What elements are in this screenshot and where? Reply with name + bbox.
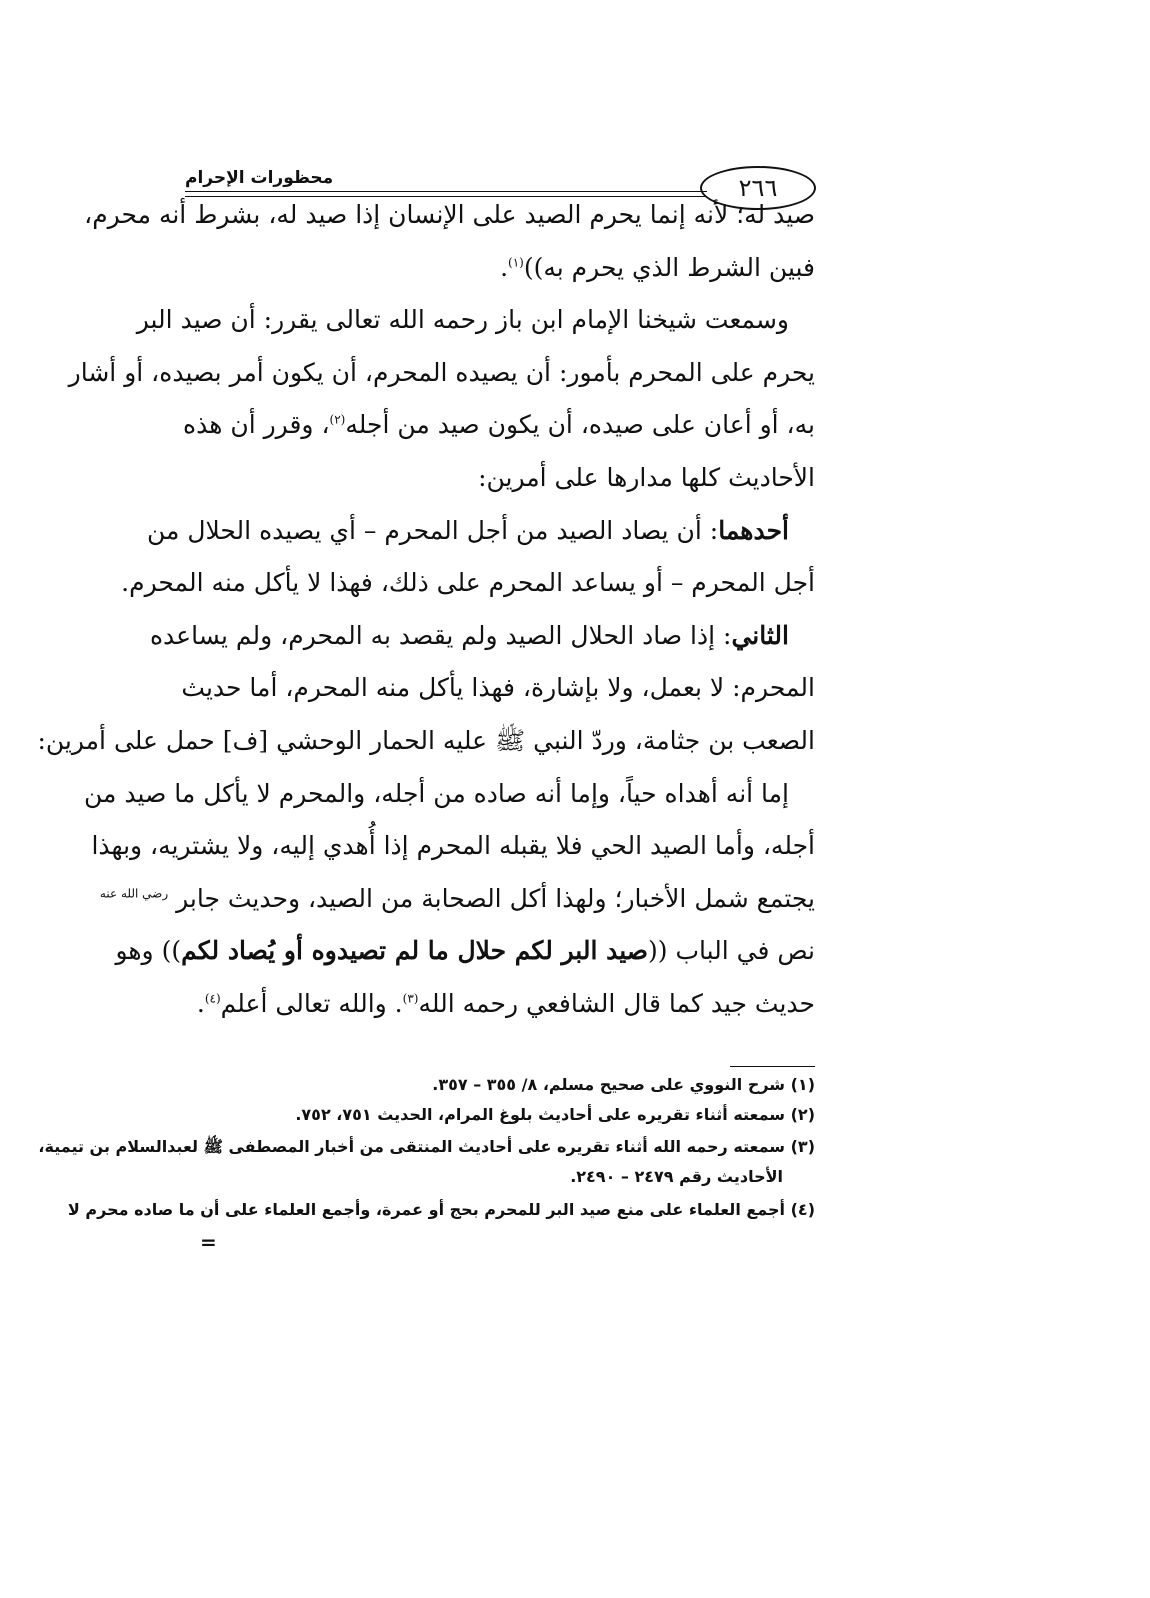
text-line xyxy=(37,721,815,761)
text-line xyxy=(181,668,815,708)
footnote: (٣) سمعته رحمه الله أثناء تقريره على أحاديث المنتقى من أخبار المصطفى ﷺ لعبدالسلام بن تيمية، xyxy=(38,1137,815,1156)
footnote-ref: (٣) xyxy=(402,991,419,1006)
text-line xyxy=(185,984,815,1024)
bold-text: الثاني xyxy=(731,620,789,650)
text-segment: الأحاديث كلها مدارها على أمرين: xyxy=(478,463,815,492)
bold-text: أحدهما xyxy=(718,515,789,545)
text-line xyxy=(99,879,815,919)
text-line xyxy=(121,563,815,603)
footnote: الأحاديث رقم ٢٤٧٩ – ٢٤٩٠. xyxy=(570,1167,783,1186)
text-segment: . والله تعالى أعلم xyxy=(220,989,403,1018)
text-segment: به، أو أعان على صيده، أن يكون صيد من أجله xyxy=(345,410,815,440)
text-line xyxy=(185,458,815,498)
text-segment: صيد له؛ لأنه إنما يحرم الصيد على الإنسان إذا صيد له، بشرط أنه محرم، xyxy=(84,200,815,229)
text-line xyxy=(136,300,815,340)
text-segment: نص في الباب (( xyxy=(648,936,815,966)
text-line xyxy=(185,405,815,445)
footnote-ref: (٤) xyxy=(204,991,221,1006)
footnote-ref: رضي الله عنه xyxy=(99,886,169,901)
text-segment: . xyxy=(500,252,509,282)
running-header-title: محظورات الإحرام xyxy=(185,168,334,188)
text-segment: يجتمع شمل الأخبار؛ ولهذا أكل الصحابة من الصيد، وحديث جابر xyxy=(168,883,815,913)
text-segment: المحرم: لا بعمل، ولا بإشارة، فهذا يأكل منه المحرم، أما حديث xyxy=(181,673,815,703)
text-segment: وسمعت شيخنا الإمام ابن باز رحمه الله تعالى يقرر: أن صيد البر xyxy=(136,305,789,335)
text-segment: : إذا صاد الحلال الصيد ولم يقصد به المحرم، ولم يساعده xyxy=(149,620,732,650)
text-line xyxy=(84,195,815,235)
text-segment: الصعب بن جثامة، وردّ النبي ﷺ عليه الحمار الوحشي [ف] حمل على أمرين: xyxy=(37,726,815,755)
footnote-ref: (٢) xyxy=(329,413,346,428)
text-segment: أجله، وأما الصيد الحي فلا يقبله المحرم إذا أُهدي إليه، ولا يشتريه، وبهذا xyxy=(91,831,815,861)
text-line xyxy=(149,616,815,656)
footnote: (٢) سمعته أثناء تقريره على أحاديث بلوغ المرام، الحديث ٧٥١، ٧٥٢. xyxy=(295,1105,815,1124)
footnote: (٤) أجمع العلماء على منع صيد البر للمحرم بحج أو عمرة، وأجمع العلماء على أن ما صاده محرم لا xyxy=(67,1200,815,1219)
footnote-ref: (١) xyxy=(508,255,524,270)
text-line xyxy=(115,931,815,971)
text-segment: )) وهو xyxy=(115,936,182,966)
text-segment: . xyxy=(196,989,205,1018)
text-segment: أجل المحرم – أو يساعد المحرم على ذلك، فهذا لا يأكل منه المحرم. xyxy=(121,568,815,598)
text-segment: حديث جيد كما قال الشافعي رحمه الله xyxy=(418,989,815,1018)
text-segment: ، وقرر أن هذه xyxy=(183,410,330,440)
text-line xyxy=(185,248,815,288)
continuation-mark: = xyxy=(200,1230,217,1254)
text-segment: : أن يصاد الصيد من أجل المحرم – أي يصيده الحلال من xyxy=(146,515,719,545)
text-line xyxy=(146,511,815,551)
text-line xyxy=(68,353,815,393)
text-line xyxy=(84,774,815,814)
text-line xyxy=(91,826,815,866)
footnote-separator xyxy=(730,1066,815,1067)
footnote: (١) شرح النووي على صحيح مسلم، ٨/ ٣٥٥ – ٣٥٧. xyxy=(432,1075,815,1094)
bold-text: صيد البر لكم حلال ما لم تصيدوه أو يُصاد لكم xyxy=(181,936,649,966)
text-segment: فبين الشرط الذي يحرم به)) xyxy=(523,252,815,282)
text-segment: إما أنه أهداه حياً، وإما أنه صاده من أجله، والمحرم لا يأكل ما صيد من xyxy=(84,778,789,808)
text-segment: يحرم على المحرم بأمور: أن يصيده المحرم، أن يكون أمر بصيده، أو أشار xyxy=(68,357,815,387)
page-number: ٢٦٦ xyxy=(700,166,816,210)
